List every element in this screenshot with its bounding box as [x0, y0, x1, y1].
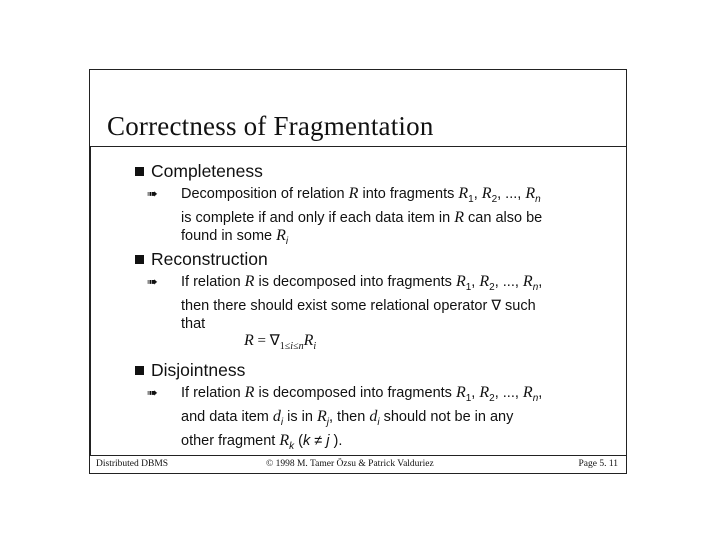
footer-page-number: Page 5. 11 [578, 459, 618, 469]
content-left-rule [90, 146, 91, 456]
reconstruction-line-2: then there should exist some relational operator ∇ such [181, 297, 536, 314]
completeness-line-3: found in some $R_i$ [181, 226, 289, 247]
arrow-bullet-icon: ➠ [147, 385, 158, 400]
square-bullet-icon [135, 167, 144, 176]
disjointness-line-2: and data item $d_i$ is in $R_j$, then $d_i$ should not be in any [181, 407, 514, 428]
disjointness-bullet [147, 384, 591, 456]
reconstruction-line-1: If relation R is decomposed into fragments $R_1$, $R_2$, ..., $R_n$, [181, 273, 543, 293]
footer-copyright: © 1998 M. Tamer Özsu & Patrick Valduriez [266, 459, 434, 469]
reconstruction-bullet [147, 273, 591, 333]
arrow-bullet-icon: ➠ [147, 186, 158, 201]
square-bullet-icon [135, 366, 144, 375]
heading-reconstruction-label: Reconstruction [151, 249, 268, 269]
heading-completeness [135, 161, 263, 182]
square-bullet-icon [135, 255, 144, 264]
completeness-line-2: is complete if and only if each data item in R can also be [181, 208, 543, 226]
reconstruction-formula: $R = \nabla_{1\le i\le n}R_i$ [244, 332, 317, 352]
heading-disjointness [135, 360, 245, 381]
heading-completeness-label: Completeness [151, 161, 263, 181]
completeness-line-1: Decomposition of relation R into fragments $R_1$, $R_2$, ..., $R_n$ [181, 185, 541, 205]
reconstruction-line-3: that [181, 315, 206, 332]
disjointness-line-3: other fragment $R_k$ (k ≠ j ). [181, 431, 343, 452]
slide-title: Correctness of Fragmentation [107, 111, 434, 141]
disjointness-text [181, 384, 591, 456]
slide [89, 69, 627, 474]
arrow-bullet-icon: ➠ [147, 274, 158, 289]
title-divider [90, 146, 626, 147]
footer-left: Distributed DBMS [96, 459, 169, 469]
heading-disjointness-label: Disjointness [151, 360, 246, 380]
heading-reconstruction [135, 249, 268, 270]
disjointness-line-1: If relation R is decomposed into fragments $R_1$, $R_2$, ..., $R_n$, [181, 384, 543, 404]
completeness-text [181, 185, 591, 251]
reconstruction-text [181, 273, 591, 333]
completeness-bullet [147, 185, 591, 251]
